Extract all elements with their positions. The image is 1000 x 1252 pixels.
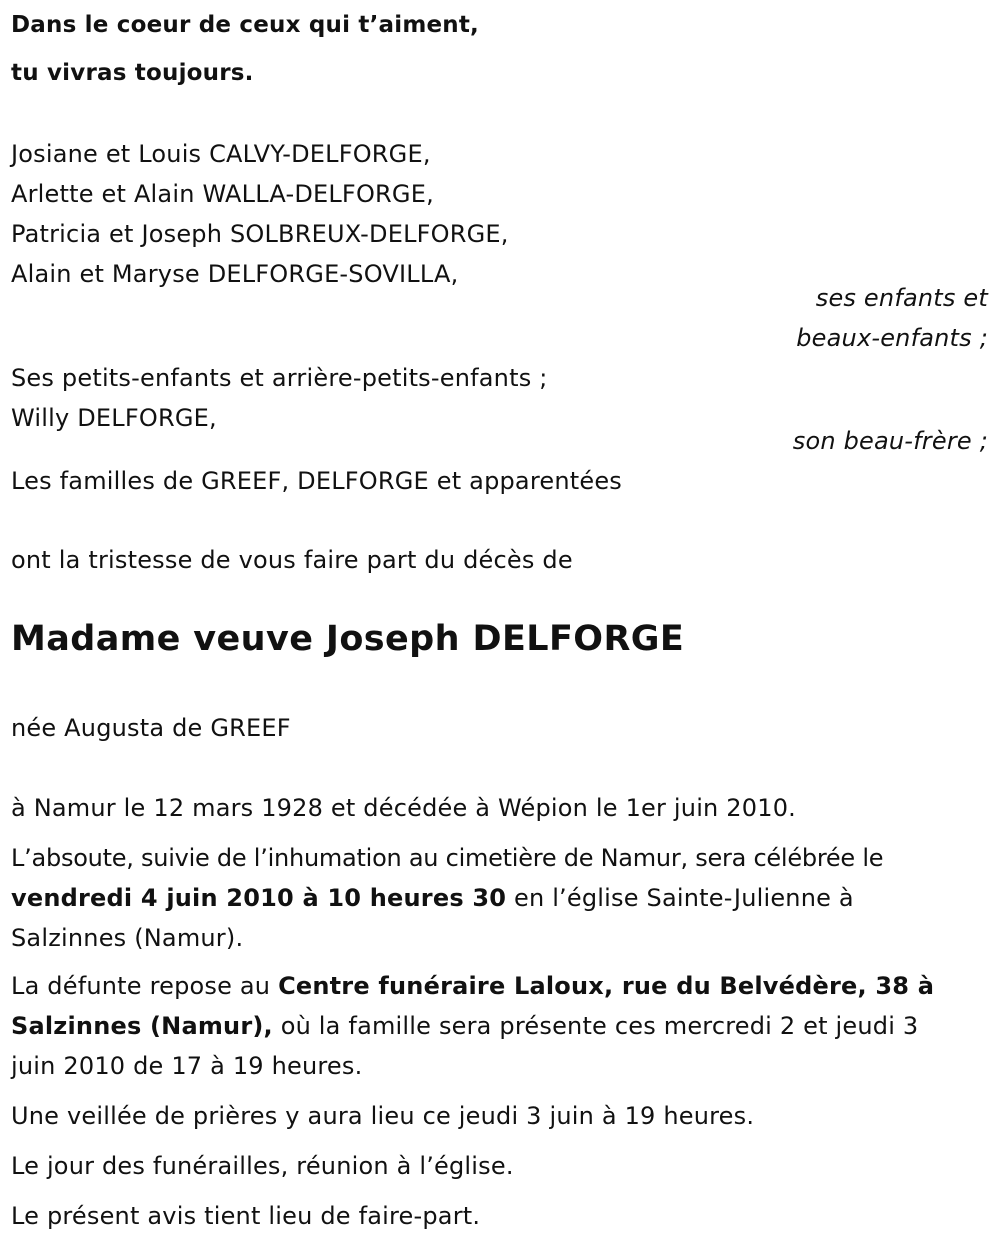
brother-in-law-line: Willy DELFORGE,	[11, 404, 217, 432]
ceremony-line-1: L’absoute, suivie de l’inhumation au cimetière de Namur, sera célébrée le	[11, 844, 884, 872]
ceremony-line-2	[11, 884, 854, 912]
viewing-line-1	[11, 972, 934, 1000]
funeral-meeting-line: Le jour des funérailles, réunion à l’église.	[11, 1152, 514, 1180]
grandchildren-line: Ses petits-enfants et arrière-petits-enfants ;	[11, 364, 548, 392]
viewing-location: Centre funéraire Laloux, rue du Belvédère, 38 à	[278, 972, 935, 1000]
ceremony-datetime: vendredi 4 juin 2010 à 10 heures 30	[11, 884, 507, 912]
notice-line: Le présent avis tient lieu de faire-part.	[11, 1202, 481, 1230]
brother-in-law-role: son beau-frère ;	[792, 427, 988, 455]
viewing-presence: où la famille sera présente ces mercredi 2 et jeudi 3	[272, 1012, 919, 1040]
children-role-line-2: beaux-enfants ;	[796, 324, 988, 352]
family-member-line: Arlette et Alain WALLA-DELFORGE,	[11, 180, 434, 208]
children-role-line-1: ses enfants et	[815, 284, 988, 312]
viewing-location-city: Salzinnes (Namur),	[11, 1012, 273, 1040]
announcement-line: ont la tristesse de vous faire part du décès de	[11, 546, 573, 574]
vigil-line: Une veillée de prières y aura lieu ce jeudi 3 juin à 19 heures.	[11, 1102, 755, 1130]
birth-death-line: à Namur le 12 mars 1928 et décédée à Wépion le 1er juin 2010.	[11, 794, 797, 822]
viewing-intro: La défunte repose au	[11, 972, 279, 1000]
ceremony-line-3: Salzinnes (Namur).	[11, 924, 244, 952]
epigraph-line-1: Dans le coeur de ceux qui t’aiment,	[11, 12, 479, 38]
family-member-line: Patricia et Joseph SOLBREUX-DELFORGE,	[11, 220, 509, 248]
maiden-name-line: née Augusta de GREEF	[11, 714, 291, 742]
families-line: Les familles de GREEF, DELFORGE et apparentées	[11, 467, 623, 495]
ceremony-place: en l’église Sainte-Julienne à	[506, 884, 854, 912]
viewing-line-2	[11, 1012, 918, 1040]
epigraph-line-2: tu vivras toujours.	[11, 60, 254, 86]
family-member-line: Josiane et Louis CALVY-DELFORGE,	[11, 140, 431, 168]
viewing-line-3: juin 2010 de 17 à 19 heures.	[11, 1052, 363, 1080]
deceased-name: Madame veuve Joseph DELFORGE	[11, 619, 685, 659]
family-member-line: Alain et Maryse DELFORGE-SOVILLA,	[11, 260, 459, 288]
